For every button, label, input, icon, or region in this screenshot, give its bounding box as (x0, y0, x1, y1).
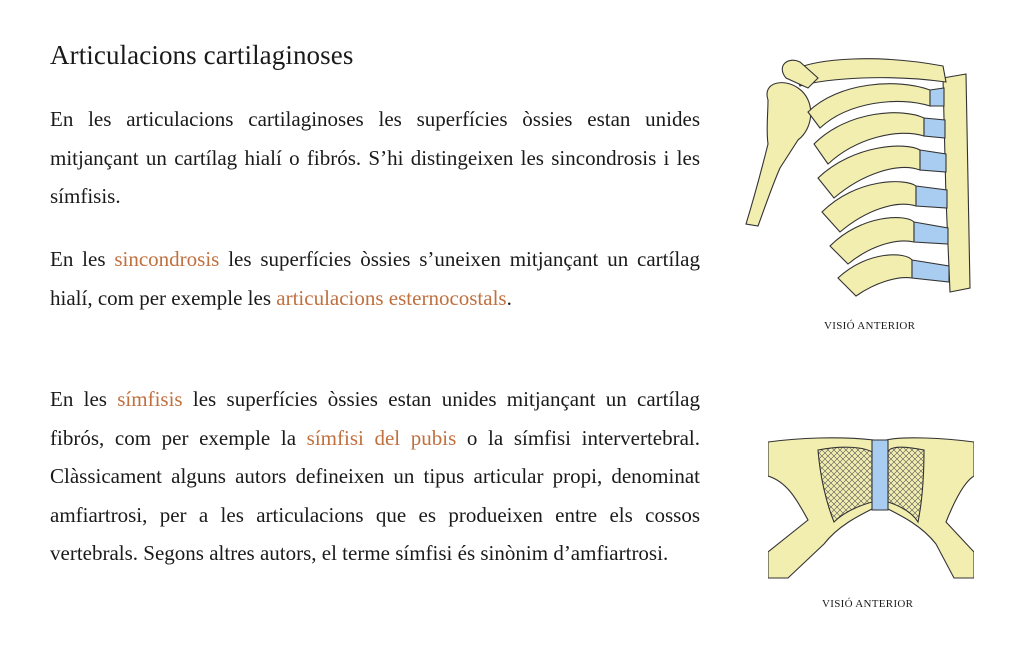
thorax-illustration (738, 48, 978, 300)
intro-paragraph (50, 100, 700, 216)
link-simfisis[interactable]: símfisis (117, 387, 183, 411)
text-span: . (506, 285, 512, 310)
text-span: En les (50, 247, 115, 271)
synchondrosis-paragraph (50, 240, 700, 317)
link-sincondrosis[interactable]: sincondrosis (114, 247, 220, 271)
text-span: o la símfisi intervertebral. Clàssicament alguns autors defineixen un tipus articular propi, denominat amfiartrosi, per a les articulacions que es produeixen entre els cossos vertebrals. Segons altres autors, el terme símfisi és sinònim d’amfiartrosi. (50, 425, 700, 565)
thorax-caption: VISIÓ ANTERIOR (824, 320, 916, 332)
symphysis-paragraph (50, 380, 700, 573)
page-title: Articulacions cartilaginoses (50, 40, 354, 70)
link-articulacions-esternocostals[interactable]: articulacions esternocostals (276, 285, 507, 310)
text-span: En les (50, 387, 118, 411)
pubis-caption: VISIÓ ANTERIOR (822, 598, 914, 610)
text-span: les superfícies òssies s’uneixen mitjançant un cartílag hialí, com per exemple les (50, 247, 700, 310)
text-span: les superfícies òssies estan unides mitjançant un cartílag fibrós, com per exemple la (50, 387, 700, 450)
link-simfisi-del-pubis[interactable]: símfisi del pubis (306, 425, 457, 450)
pubic-symphysis-illustration (768, 432, 974, 582)
intro-text: En les articulacions cartilaginoses les superfícies òssies estan unides mitjançant un cartílag hialí o fibrós. S’hi distingeixen les sincondrosis i les símfisis. (50, 107, 700, 208)
